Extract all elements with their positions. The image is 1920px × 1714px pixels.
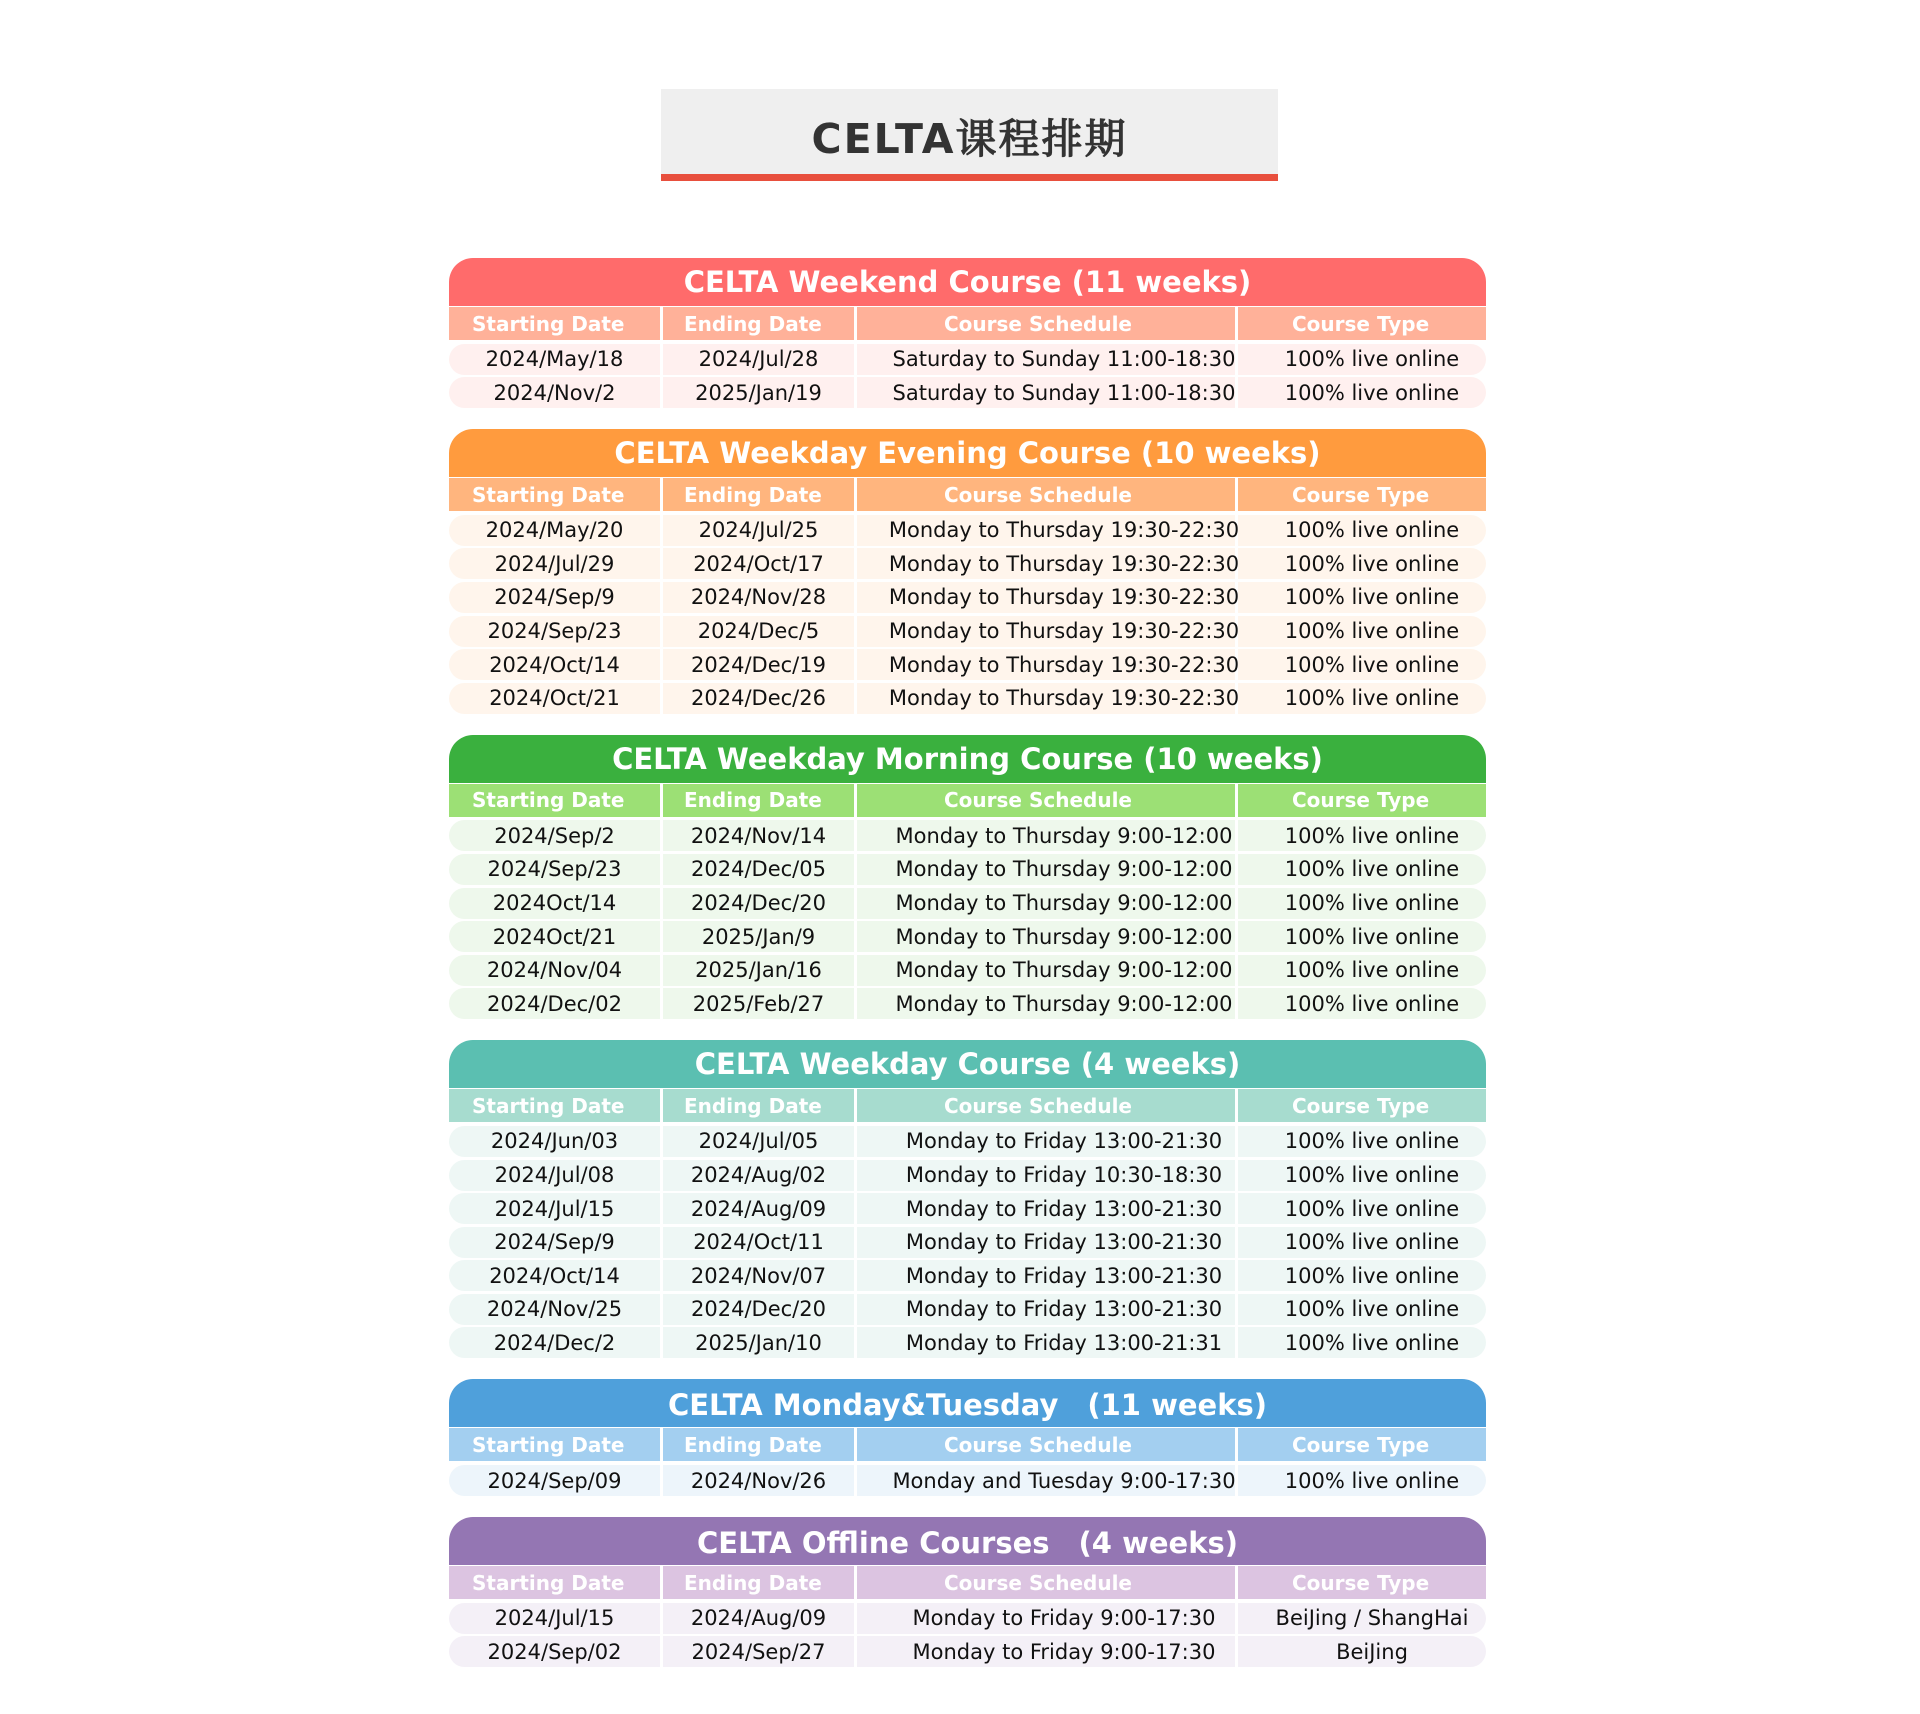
column-header-end: Ending Date — [663, 307, 857, 340]
title-underline — [661, 174, 1278, 181]
table-row — [449, 1636, 1486, 1667]
course-type-cell: 100% live online — [1284, 551, 1460, 576]
end-date-cell: 2024/Oct/11 — [663, 1227, 857, 1258]
schedule-cell: Monday to Thursday 19:30-22:30 — [857, 548, 1238, 579]
end-date-cell: 2025/Feb/27 — [663, 988, 857, 1019]
end-date-cell: 2024/Dec/26 — [663, 683, 857, 714]
course-section — [449, 258, 1486, 408]
end-date-cell: 2024/Dec/20 — [663, 888, 857, 919]
schedule-cell: Monday to Thursday 19:30-22:30 — [857, 616, 1238, 647]
column-header-end: Ending Date — [663, 1089, 857, 1122]
end-date-cell: 2024/Aug/02 — [663, 1160, 857, 1191]
start-date-cell: 2024/Sep/23 — [449, 854, 663, 885]
start-date-cell: 2024/Nov/04 — [449, 955, 663, 986]
column-header-schedule: Course Schedule — [857, 307, 1238, 340]
schedule-cell: Monday to Friday 13:00-21:30 — [857, 1227, 1238, 1258]
start-date-cell: 2024/Jul/29 — [449, 548, 663, 579]
table-row — [449, 649, 1486, 680]
table-row — [449, 344, 1486, 375]
end-date-cell: 2024/Dec/20 — [663, 1294, 857, 1325]
start-date-cell: 2024/Sep/2 — [449, 820, 663, 851]
course-type-cell: 100% live online — [1284, 1230, 1460, 1255]
course-type-cell: 100% live online — [1284, 1129, 1460, 1154]
course-type-cell: 100% live online — [1284, 518, 1460, 543]
end-date-cell: 2024/Jul/28 — [663, 344, 857, 375]
start-date-cell: 2024/Jun/03 — [449, 1126, 663, 1157]
course-type-cell: 100% live online — [1284, 347, 1460, 372]
schedule-cell: Monday to Thursday 19:30-22:30 — [857, 683, 1238, 714]
end-date-cell: 2024/Nov/14 — [663, 820, 857, 851]
column-header-schedule: Course Schedule — [857, 1428, 1238, 1461]
column-header-schedule: Course Schedule — [857, 1566, 1238, 1599]
schedule-cell: Monday to Friday 13:00-21:31 — [857, 1327, 1238, 1358]
column-header-row — [449, 478, 1486, 511]
column-header-end: Ending Date — [663, 1566, 857, 1599]
table-row — [449, 1260, 1486, 1291]
start-date-cell: 2024/Jul/15 — [449, 1603, 663, 1634]
schedule-cell: Saturday to Sunday 11:00-18:30 — [857, 377, 1238, 408]
course-type-cell: 100% live online — [1284, 619, 1460, 644]
course-type-cell: 100% live online — [1284, 1163, 1460, 1187]
end-date-cell: 2024/Dec/19 — [663, 649, 857, 680]
table-row — [449, 1160, 1486, 1191]
section-gap — [449, 408, 1486, 429]
section-title: CELTA Offline Courses (4 weeks) — [449, 1517, 1486, 1565]
schedule-cell: Monday to Friday 10:30-18:30 — [857, 1160, 1238, 1191]
column-header-type: Course Type — [1238, 1428, 1486, 1461]
schedule-cell: Monday to Thursday 9:00-12:00 — [857, 988, 1238, 1019]
end-date-cell: 2024/Nov/07 — [663, 1260, 857, 1291]
schedule-cell: Monday to Friday 13:00-21:30 — [857, 1193, 1238, 1224]
table-row — [449, 888, 1486, 919]
table-row — [449, 683, 1486, 714]
end-date-cell: 2024/Dec/5 — [663, 616, 857, 647]
column-header-start: Starting Date — [449, 307, 663, 340]
course-type-cell: 100% live online — [1284, 891, 1460, 916]
column-header-type: Course Type — [1238, 478, 1486, 511]
column-header-start: Starting Date — [449, 1428, 663, 1461]
end-date-cell: 2024/Jul/05 — [663, 1126, 857, 1157]
schedule-cell: Monday to Thursday 19:30-22:30 — [857, 515, 1238, 546]
end-date-cell: 2025/Jan/10 — [663, 1327, 857, 1358]
table-row — [449, 1465, 1486, 1496]
schedule-cell: Monday to Thursday 9:00-12:00 — [857, 888, 1238, 919]
column-header-row — [449, 1089, 1486, 1122]
end-date-cell: 2024/Nov/26 — [663, 1465, 857, 1496]
course-type-cell: 100% live online — [1284, 585, 1460, 610]
title-banner — [661, 89, 1278, 181]
start-date-cell: 2024/May/18 — [449, 344, 663, 375]
course-type-cell: 100% live online — [1284, 1196, 1460, 1221]
schedule-cell: Monday to Thursday 9:00-12:00 — [857, 921, 1238, 952]
column-header-row — [449, 1566, 1486, 1599]
table-row — [449, 1227, 1486, 1258]
section-title: CELTA Weekday Evening Course (10 weeks) — [449, 429, 1486, 477]
section-gap — [449, 714, 1486, 735]
schedule-cell: Monday to Thursday 9:00-12:00 — [857, 854, 1238, 885]
table-row — [449, 854, 1486, 885]
schedule-cell: Monday to Friday 9:00-17:30 — [857, 1603, 1238, 1634]
column-header-type: Course Type — [1238, 1089, 1486, 1122]
start-date-cell: 2024/Nov/2 — [449, 377, 663, 408]
course-type-cell: BeiJing — [1336, 1639, 1408, 1664]
start-date-cell: 2024/May/20 — [449, 515, 663, 546]
end-date-cell: 2025/Jan/16 — [663, 955, 857, 986]
column-header-row — [449, 784, 1486, 817]
schedule-cell: Monday and Tuesday 9:00-17:30 — [857, 1465, 1238, 1496]
course-type-cell: 100% live online — [1284, 823, 1460, 848]
table-row — [449, 582, 1486, 613]
course-type-cell: 100% live online — [1284, 924, 1460, 949]
course-section — [449, 1379, 1486, 1496]
column-header-row — [449, 307, 1486, 340]
section-gap — [449, 1019, 1486, 1040]
course-type-cell: BeiJing / ShangHai — [1275, 1606, 1469, 1631]
column-header-schedule: Course Schedule — [857, 784, 1238, 817]
course-section — [449, 735, 1486, 1020]
end-date-cell: 2024/Aug/09 — [663, 1603, 857, 1634]
end-date-cell: 2024/Jul/25 — [663, 515, 857, 546]
section-title: CELTA Monday&Tuesday (11 weeks) — [449, 1379, 1486, 1427]
course-type-cell: 100% live online — [1284, 1297, 1460, 1322]
column-header-type: Course Type — [1238, 784, 1486, 817]
column-header-start: Starting Date — [449, 784, 663, 817]
end-date-cell: 2025/Jan/9 — [663, 921, 857, 952]
schedule-cell: Monday to Thursday 19:30-22:30 — [857, 649, 1238, 680]
table-row — [449, 1193, 1486, 1224]
column-header-start: Starting Date — [449, 1089, 663, 1122]
schedule-cell: Monday to Friday 9:00-17:30 — [857, 1636, 1238, 1667]
course-type-cell: 100% live online — [1284, 991, 1460, 1016]
course-type-cell: 100% live online — [1284, 380, 1460, 405]
table-row — [449, 921, 1486, 952]
schedule-cell: Monday to Thursday 19:30-22:30 — [857, 582, 1238, 613]
column-header-end: Ending Date — [663, 784, 857, 817]
table-row — [449, 515, 1486, 546]
schedule-cell: Monday to Friday 13:00-21:30 — [857, 1126, 1238, 1157]
course-section — [449, 1517, 1486, 1667]
end-date-cell: 2024/Dec/05 — [663, 854, 857, 885]
section-gap — [449, 1358, 1486, 1379]
start-date-cell: 2024/Jul/15 — [449, 1193, 663, 1224]
course-type-cell: 100% live online — [1284, 857, 1460, 882]
table-row — [449, 1126, 1486, 1157]
section-title: CELTA Weekend Course (11 weeks) — [449, 258, 1486, 306]
course-type-cell: 100% live online — [1284, 652, 1460, 677]
schedule-cell: Monday to Thursday 9:00-12:00 — [857, 820, 1238, 851]
column-header-type: Course Type — [1238, 1566, 1486, 1599]
start-date-cell: 2024/Nov/25 — [449, 1294, 663, 1325]
start-date-cell: 2024/Jul/08 — [449, 1160, 663, 1191]
table-row — [449, 377, 1486, 408]
course-type-cell: 100% live online — [1284, 1263, 1460, 1288]
start-date-cell: 2024/Dec/02 — [449, 988, 663, 1019]
end-date-cell: 2024/Nov/28 — [663, 582, 857, 613]
section-title: CELTA Weekday Course (4 weeks) — [449, 1040, 1486, 1088]
start-date-cell: 2024/Dec/2 — [449, 1327, 663, 1358]
table-row — [449, 548, 1486, 579]
end-date-cell: 2024/Oct/17 — [663, 548, 857, 579]
course-sections — [449, 258, 1486, 1667]
column-header-type: Course Type — [1238, 307, 1486, 340]
course-type-cell: 100% live online — [1284, 1468, 1460, 1493]
course-type-cell: 100% live online — [1284, 686, 1460, 711]
start-date-cell: 2024/Oct/14 — [449, 1260, 663, 1291]
start-date-cell: 2024/Sep/9 — [449, 582, 663, 613]
column-header-schedule: Course Schedule — [857, 478, 1238, 511]
start-date-cell: 2024/Oct/14 — [449, 649, 663, 680]
end-date-cell: 2025/Jan/19 — [663, 377, 857, 408]
section-title: CELTA Weekday Morning Course (10 weeks) — [449, 735, 1486, 783]
schedule-cell: Saturday to Sunday 11:00-18:30 — [857, 344, 1238, 375]
start-date-cell: 2024/Sep/02 — [449, 1636, 663, 1667]
course-section — [449, 1040, 1486, 1358]
course-type-cell: 100% live online — [1284, 1330, 1460, 1355]
schedule-cell: Monday to Friday 13:00-21:30 — [857, 1260, 1238, 1291]
end-date-cell: 2024/Sep/27 — [663, 1636, 857, 1667]
start-date-cell: 2024Oct/21 — [449, 921, 663, 952]
course-section — [449, 429, 1486, 714]
table-row — [449, 820, 1486, 851]
start-date-cell: 2024/Sep/23 — [449, 616, 663, 647]
column-header-row — [449, 1428, 1486, 1461]
start-date-cell: 2024/Sep/9 — [449, 1227, 663, 1258]
table-row — [449, 1294, 1486, 1325]
table-row — [449, 1327, 1486, 1358]
table-row — [449, 988, 1486, 1019]
schedule-cell: Monday to Thursday 9:00-12:00 — [857, 955, 1238, 986]
table-row — [449, 616, 1486, 647]
column-header-end: Ending Date — [663, 1428, 857, 1461]
page-title: CELTA课程排期 — [811, 114, 1128, 163]
start-date-cell: 2024/Sep/09 — [449, 1465, 663, 1496]
start-date-cell: 2024Oct/14 — [449, 888, 663, 919]
end-date-cell: 2024/Aug/09 — [663, 1193, 857, 1224]
course-type-cell: 100% live online — [1284, 958, 1460, 983]
column-header-start: Starting Date — [449, 478, 663, 511]
column-header-end: Ending Date — [663, 478, 857, 511]
table-row — [449, 1603, 1486, 1634]
column-header-start: Starting Date — [449, 1566, 663, 1599]
column-header-schedule: Course Schedule — [857, 1089, 1238, 1122]
schedule-cell: Monday to Friday 13:00-21:30 — [857, 1294, 1238, 1325]
start-date-cell: 2024/Oct/21 — [449, 683, 663, 714]
table-row — [449, 955, 1486, 986]
section-gap — [449, 1496, 1486, 1517]
